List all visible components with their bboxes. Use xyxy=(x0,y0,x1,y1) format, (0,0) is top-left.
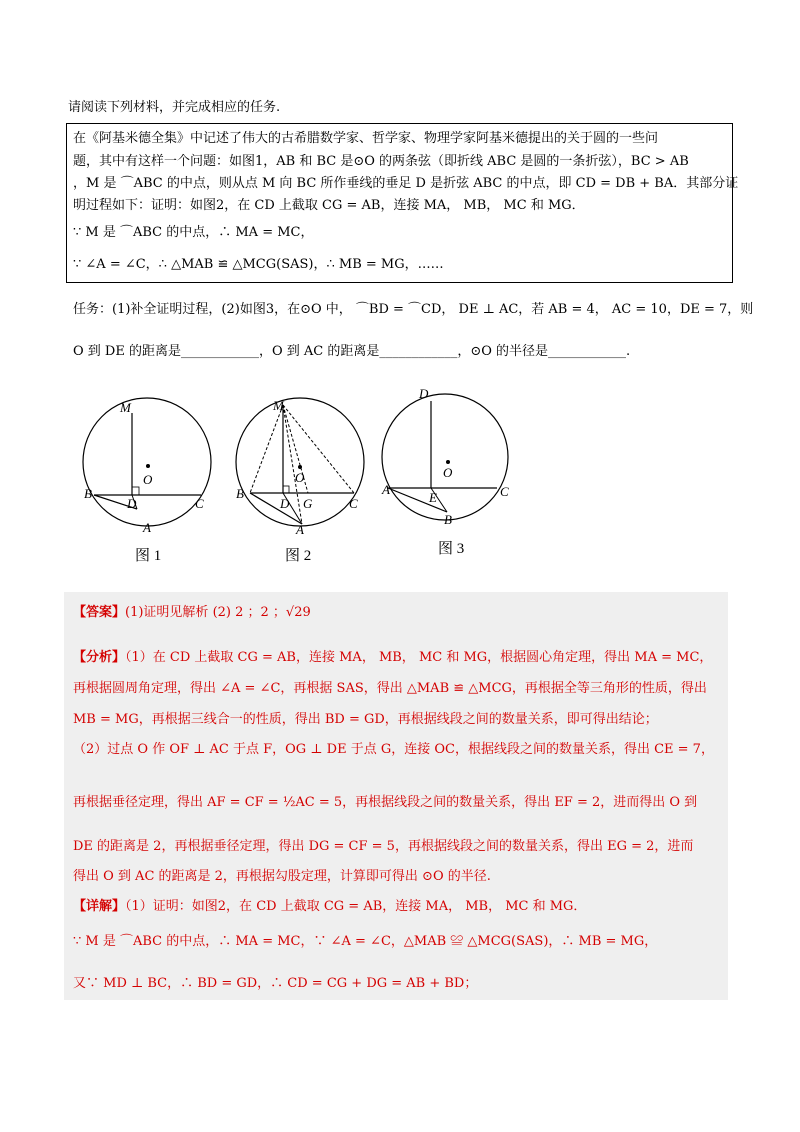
material-line: ∵ M 是 ⌒ABC 的中点，∴ MA = MC， xyxy=(73,225,314,240)
label-d: D xyxy=(419,386,429,401)
answer-title: 【答案】 xyxy=(73,605,126,620)
material-line: ，M 是 ⌒ABC 的中点，则从点 M 向 BC 所作垂线的垂足 D 是折弦 ABC 的中点，即 CD = DB + BA．其部分证 xyxy=(73,176,739,191)
figure-1 xyxy=(80,390,230,570)
analysis-line: MB = MG，再根据三线合一的性质，得出 BD = GD，再根据线段之间的数量关系，即可得出结论； xyxy=(73,712,658,727)
label-e: E xyxy=(429,490,437,505)
label-o: O xyxy=(443,465,453,480)
caption-fig2: 图 2 xyxy=(285,548,312,564)
figure-3 xyxy=(380,385,530,565)
analysis-line: （2）过点 O 作 OF ⊥ AC 于点 F，OG ⊥ DE 于点 G，连接 OC，根据线段之间的数量关系，得出 CE = 7， xyxy=(73,742,714,757)
material-line: ∵ ∠A = ∠C，∴ △MAB ≌ △MCG(SAS)，∴ MB = MG，…… xyxy=(73,257,444,272)
analysis-title: 【分析】 xyxy=(73,650,126,665)
label-c: C xyxy=(195,496,204,511)
label-a: A xyxy=(143,520,151,535)
analysis-line: 【分析】（1）在 CD 上截取 CG = AB，连接 MA， MB， MC 和 MG，根据圆心角定理，得出 MA = MC， xyxy=(73,650,713,665)
label-c: C xyxy=(349,496,358,511)
material-line: 在《阿基米德全集》中记述了伟大的古希腊数学家、哲学家、物理学家阿基米德提出的关于圆的一些问 xyxy=(73,131,659,146)
label-b: B xyxy=(236,486,244,501)
analysis-line: DE 的距离是 2，再根据垂径定理，得出 DG = CF = 5，再根据线段之间的数量关系，得出 EG = 2，进而 xyxy=(73,839,694,854)
caption-fig3: 图 3 xyxy=(438,541,465,557)
material-line: 明过程如下：证明：如图2，在 CD 上截取 CG = AB，连接 MA， MB， MC 和 MG． xyxy=(73,198,585,213)
answer-line xyxy=(73,604,311,622)
label-b: B xyxy=(444,512,452,527)
detail-line: 又∵ MD ⊥ BC，∴ BD = GD，∴ CD = CG + DG = AB + BD； xyxy=(73,976,478,991)
task-line-1: 任务：(1)补全证明过程，(2)如图3，在⊙O 中， ⌒BD = ⌒CD， DE ⊥ AC，若 AB = 4， AC = 10，DE = 7，则 xyxy=(73,302,754,317)
label-o: O xyxy=(143,472,153,487)
analysis-line: 得出 O 到 AC 的距离是 2，再根据勾股定理，计算即可得出 ⊙O 的半径. xyxy=(73,869,491,884)
label-a: A xyxy=(296,522,304,537)
label-m: M xyxy=(120,400,131,415)
label-b: B xyxy=(84,486,92,501)
label-m: M xyxy=(273,398,284,413)
material-line: 题，其中有这样一个问题：如图1，AB 和 BC 是⊙O 的两条弦（即折线 ABC 是圆的一条折弦），BC > AB xyxy=(73,154,689,169)
figure-2 xyxy=(230,390,380,570)
analysis-line: 再根据圆周角定理，得出 ∠A = ∠C，再根据 SAS，得出 △MAB ≌ △MCG，再根据全等三角形的性质，得出 xyxy=(73,681,707,696)
answer-text: (1)证明见解析 (2) 2 ；2 ；√29 xyxy=(125,605,311,620)
label-d: D xyxy=(127,496,137,511)
caption-fig1: 图 1 xyxy=(135,548,162,564)
label-c: C xyxy=(500,484,509,499)
label-a: A xyxy=(382,482,390,497)
task-line-2: O 到 DE 的距离是____________，O 到 AC 的距离是____________，⊙O 的半径是____________. xyxy=(73,344,631,359)
label-g: G xyxy=(303,496,313,511)
label-d: D xyxy=(280,496,290,511)
intro-text: 请阅读下列材料，并完成相应的任务. xyxy=(68,100,281,115)
label-o: O xyxy=(295,470,305,485)
detail-line: ∵ M 是 ⌒ABC 的中点，∴ MA = MC，∵ ∠A = ∠C，△MAB ≌ △MCG(SAS)，∴ MB = MG， xyxy=(73,934,658,949)
analysis-line: 再根据垂径定理，得出 AF = CF = ½AC = 5，再根据线段之间的数量关系，得出 EF = 2，进而得出 O 到 xyxy=(73,795,698,810)
detail-title: 【详解】 xyxy=(73,899,126,914)
detail-line: 【详解】（1）证明：如图2，在 CD 上截取 CG = AB，连接 MA， MB， MC 和 MG． xyxy=(73,899,587,914)
